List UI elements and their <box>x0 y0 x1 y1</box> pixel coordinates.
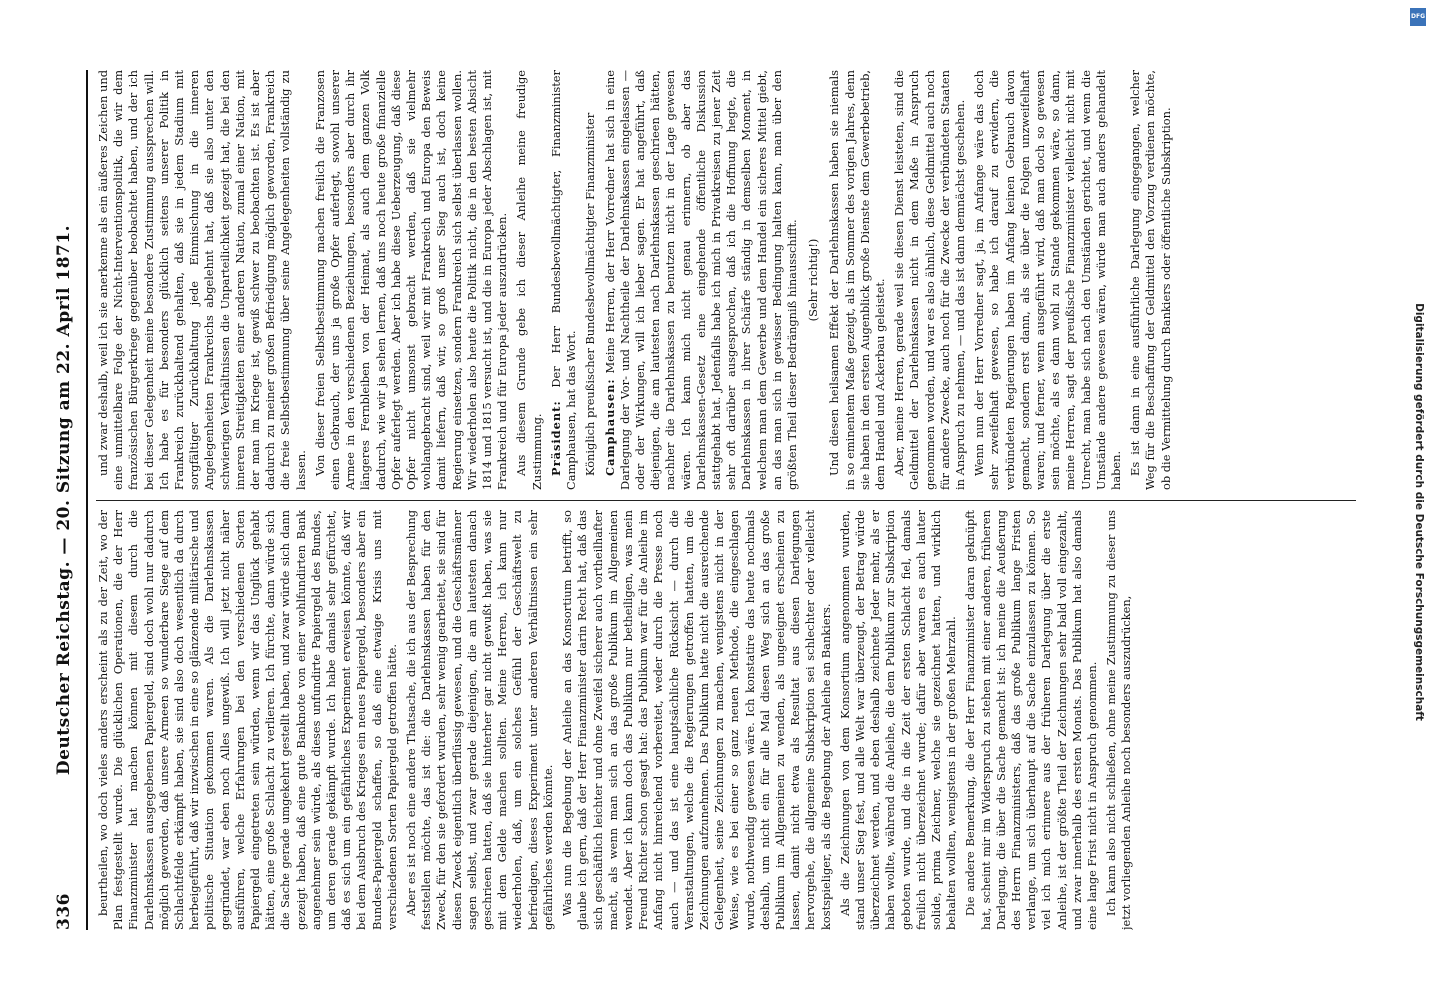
paragraph: Es ist dann in eine ausführliche Darlegung eingegangen, welcher Weg für die Beschaffung der Geldmittel den Vorzug verdienen möchte, ob die Vermittelung durch Bankiers oder öffentliche Subskription. <box>1128 70 1173 490</box>
paragraph: und zwar deshalb, weil ich sie anerkenne als ein äußeres Zeichen und eine unmittelbare Folge der Nicht-Interventionspolitik, die wir dem französischen Bürgerkriege gegenüber beobachtet haben, und der ich bei dieser Gelegenheit meine besondere Zustimmung aussprechen will. Ich habe es für besonders glücklich seitens unserer Politik in Frankreich zurückhaltend gehalten, daß sie in jedem Stadium mit sorgfältiger Zurückhaltung jede Einmischung in die inneren Angelegenheiten Frankreichs abgelehnt hat, daß sie also unter den schwierigen Verhältnissen die Unparteilichkeit gezeigt hat, die bei den inneren Streitigkeiten einer anderen Nation, zumal einer Nation, mit der man im Kriege ist, gewiß schwer zu beobachten ist. Es ist aber dadurch zu meiner großen Befriedigung möglich geworden, Frankreich die freie Selbstbestimmung über seine Angelegenheiten vollständig zu lassen. <box>96 70 308 490</box>
paragraph: Was nun die Begebung der Anleihe an das Konsortium betrifft, so glaube ich gern, daß der Herr Finanzminister darin Recht hat, daß das sich geschäftlich leichter und ohne Zweifel sicherer auch vortheilhafter macht, als wenn man sich an das große Publikum im Allgemeinen wendet. Aber ich kann doch das Publikum nur betheiligen, was mein Freund Richter schon gesagt hat: das Publikum war für die Anleihe im Anfang nicht hinreichend vorbereitet, weder durch die Presse noch auch — und das ist eine hauptsächliche Rücksicht — durch die Veranstaltungen, welche die Regierungen getroffen hatten, um die Zeichnungen aufzunehmen. Das Publikum hatte nicht die ausreichende Gelegenheit, seine Zeichnungen zu machen, wenigstens nicht in der Weise, wie es bei einer so ganz neuen Methode, die eingeschlagen wurde, nothwendig gewesen wäre. Ich konstatire das heute nochmals deshalb, um nicht ein für alle Mal diesen Weg sich an das große Publikum im Allgemeinen zu wenden, als ungeeignet erscheinen zu lassen, damit nicht etwa als Resultat aus diesen Darlegungen hervorgehe, die allgemeine Subskription sei schlechter oder vielleicht kostspieliger, als die Begebung der Anleihe an Bankiers. <box>560 510 833 930</box>
page-title: Deutscher Reichstag. — 20. Sitzung am 22. April 1871. <box>54 224 74 776</box>
interjection: (Sehr richtig!) <box>806 238 821 322</box>
scanned-sheet <box>36 40 1376 960</box>
speech-text: Meine Herren, der Herr Vorredner hat sich in eine Darlegung der Vor- und Nachtheile der Darlehnskassen eingelassen — oder der Wirkungen, will ich lieber sagen. Er hat angeführt, daß diejenigen, die am lautesten nach Darlehnskassen geschrieen hätten, nachher die Darlehnskassen zu benutzen nicht in der Lage gewesen wären. Ich kann mich nicht genau erinnern, ob aber das Darlehnskassen-Gesetz eine eingehende öffentliche Diskussion stattgehabt hat. Jedenfalls habe ich mich in Privatkreisen zu jener Zeit sehr oft darüber ausgesprochen, daß ich die Hoffnung hegte, die Darlehnskassen in ihrer Schärfe ständig in demselben Moment, in welchem man dem Gewerbe und dem Handel ein sicheres Mittel giebt, an das man sich in gewisser Bedingung halten kann, man über den größten Theil dieser Bedrängniß hinausschifft. <box>602 70 799 490</box>
paragraph: Aus diesem Grunde gebe ich dieser Anleihe meine freudige Zustimmung. <box>514 70 544 490</box>
left-column <box>96 510 1356 930</box>
paragraph: Aber, meine Herren, gerade weil sie diesen Dienst leisteten, sind die Geldmittel der Darlehnskassen nicht in dem Maße in Anspruch genommen worden, und war es also ähnlich, diese Geldmittel auch noch für andere Zwecke, auch noch für die Zwecke der verbündeten Staaten in Anspruch zu nehmen, — und das ist dann demnächst geschehen. <box>892 70 967 490</box>
header-rule <box>86 70 88 930</box>
paragraph: Von dieser freien Selbstbestimmung machen freilich die Franzosen einen Gebrauch, der uns ja große Opfer auferlegt, sowohl unserer Armee in den verschiedenen Beziehungen, besonders aber durch ihr längeres Fernbleiben von der Heimat, als auch dem ganzen Volk dadurch, wie wir ja sehen lernen, daß uns noch heute große finanzielle Opfer auferlegt werden. Aber ich habe diese Ueberzeugung, daß diese Opfer nicht umsonst gebracht werden, daß sie vielmehr wohlangebracht sind, weil wir mit Frankreich und Europa den Beweis damit liefern, daß wir, so groß unser Sieg auch ist, doch keine Regierung einsetzen, sondern Frankreich sich selbst überlassen wollen. Wir wiederholen also heute die Politik nicht, die in den besten Absicht 1814 und 1815 versucht ist, und die in Europa jeder Abschlagen ist, mit Frankreich und für Europa jeder auszudrücken. <box>312 70 510 490</box>
column-divider <box>96 500 1356 501</box>
digitization-credit <box>1410 32 1428 992</box>
running-header <box>54 70 84 930</box>
paragraph: Und diesen heilsamen Effekt der Darlehnskassen haben sie niemals in so eminentem Maße gezeigt, als im Sommer des vorigen Jahres, denn sie haben in den ersten Augenblick große Dienste dem Gewerbebetrieb, dem Handel und Ackerbau geleistet. <box>827 70 887 490</box>
speaker-paragraph <box>549 70 579 490</box>
paragraph: Als die Zeichnungen von dem Konsortium angenommen wurden, stand unser Sieg fest, und alle Welt war überzeugt, der Betrag würde überzeichnet werden, und eben deshalb zeichnete Jeder mehr, als er haben wollte, während die Anleihe, die dem Publikum zur Subskription geboten wurde, und die in die Zeit der ersten Schlacht fiel, damals freilich nicht überzeichnet wurde; dafür aber waren es auch lauter solide, prima Zeichner, welche sie gezeichnet hatten, und wirklich behalten wollten, wenigstens in der großen Mehrzahl. <box>837 510 959 930</box>
paragraph: beurtheilen, wo doch vieles anders erscheint als zu der Zeit, wo der Plan festgestellt wurde. Die glücklichen Operationen, die der Herr Finanzminister hat machen können mit diesem durch die Darlehnskassen ausgegebenen Papiergeld, sind doch wohl nur dadurch möglich geworden, daß unsere Armeen so wunderbare Siege auf dem Schlachtfelde erkämpft haben, sie sind also doch wesentlich da durch herbeigeführt, daß wir inzwischen in eine so glänzende militärische und politische Situation gekommen waren. Als die Darlehnskassen gegründet, war eben noch Alles ungewiß. Ich will jetzt nicht näher ausführen, welche Erfahrungen bei den verschiedenen Sorten Papiergeld eingetreten sein würden, wenn wir das Unglück gehabt hätten, eine große Schlacht zu verlieren. Ich fürchte, dann würde sich die Sache gerade umgekehrt gestellt haben, und zwar würde sich dann gezeigt haben, daß eine gute Banknote von einer wohlfundirten Bank angenehmer sein würde, als dieses unfundirte Papiergeld des Bundes, um deren gerade gekämpft wurde. Ich habe damals sehr gefürchtet, daß es sich um ein gefährliches Experiment erweisen könnte, daß wir bei dem Ausbruch des Krieges ein neues Papiergeld, besonders aber ein Bundes-Papiergeld schaffen, so daß eine etwaige Krisis uns mit verschiedenen Sorten Papiergeld getroffen hätte. <box>96 510 399 930</box>
paragraph: Ich kann also nicht schließen, ohne meine Zustimmung zu dieser uns jetzt vorliegenden Anleihe noch besonders auszudrücken, <box>1104 510 1134 930</box>
speaker-paragraph <box>603 70 801 490</box>
speech-text: Der Herr Bundesbevollmächtigter, Finanzminister Camphausen, hat das Wort. <box>548 70 579 490</box>
dfg-logo: DFG <box>1410 8 1426 26</box>
paragraph: Wenn nun der Herr Vorredner sagt, ja, im Anfange wäre das doch sehr zweifelhaft gewesen, so habe ich darauf zu erwidern, die verbündeten Regierungen haben im Anfang keinen Gebrauch davon gemacht, sondern erst dann, als sie über die Folgen unzweifelhaft waren; und ferner, wenn ausgeführt wird, daß man doch so gewesen sein möchte, als es dann wohl zu Stande gekommen wäre, so dann, meine Herren, sagt der preußische Finanzminister vielleicht nicht mit Unrecht, man habe sich nach den Umständen gerichtet, und wenn die Umstände andere gewesen wären, würde man auch anders gehandelt haben. <box>972 70 1123 490</box>
speaker-name: Camphausen: <box>602 378 617 476</box>
paragraph: Königlich preußischer Bundesbevollmächtigter Finanzminister <box>583 112 598 476</box>
digitization-credit-text: Digitalisierung gefördert durch die Deutsche Forschungsgemeinschaft <box>1413 303 1425 721</box>
page-number: 336 <box>54 893 74 930</box>
speaker-name: Präsident: <box>548 400 563 476</box>
right-column <box>96 70 1356 490</box>
paragraph: Aber es ist noch eine andere Thatsache, die ich aus der Besprechung feststellen möchte, das ist die: die Darlehnskassen haben für den Zweck, für den sie gefordert wurden, sehr wenig gearbeitet, sie sind für diesen Zweck eigentlich überflüssig gewesen, und die Geschäftsmänner sagen selbst, und zwar gerade diejenigen, die am lautesten danach geschrieen hatten, daß sie hinterher gar nicht gewußt haben, was sie mit dem Gelde machen sollten. Meine Herren, ich kann nur wiederholen, daß, um ein solches Gefühl der Geschäftswelt zu befriedigen, dieses Experiment unter anderen Verhältnissen ein sehr gefährliches werden könnte. <box>404 510 555 930</box>
paragraph: Die andere Bemerkung, die der Herr Finanzminister daran geknüpft hat, scheint mir im Widerspruch zu stehen mit einer anderen, früheren Darlegung, die über die Sache gemacht ist: ich meine die Aeußerung des Herrn Finanzministers, daß das große Publikum lange Fristen verlange, um sich überhaupt auf die Sache einzulassen zu können. So viel ich mich erinnere aus der früheren Darlegung über die erste Anleihe, ist der größte Theil der Zeichnungen sehr bald voll eingezahlt, und zwar innerhalb des ersten Monats. Das Publikum hat also damals eine lange Frist nicht in Anspruch genommen. <box>963 510 1099 930</box>
